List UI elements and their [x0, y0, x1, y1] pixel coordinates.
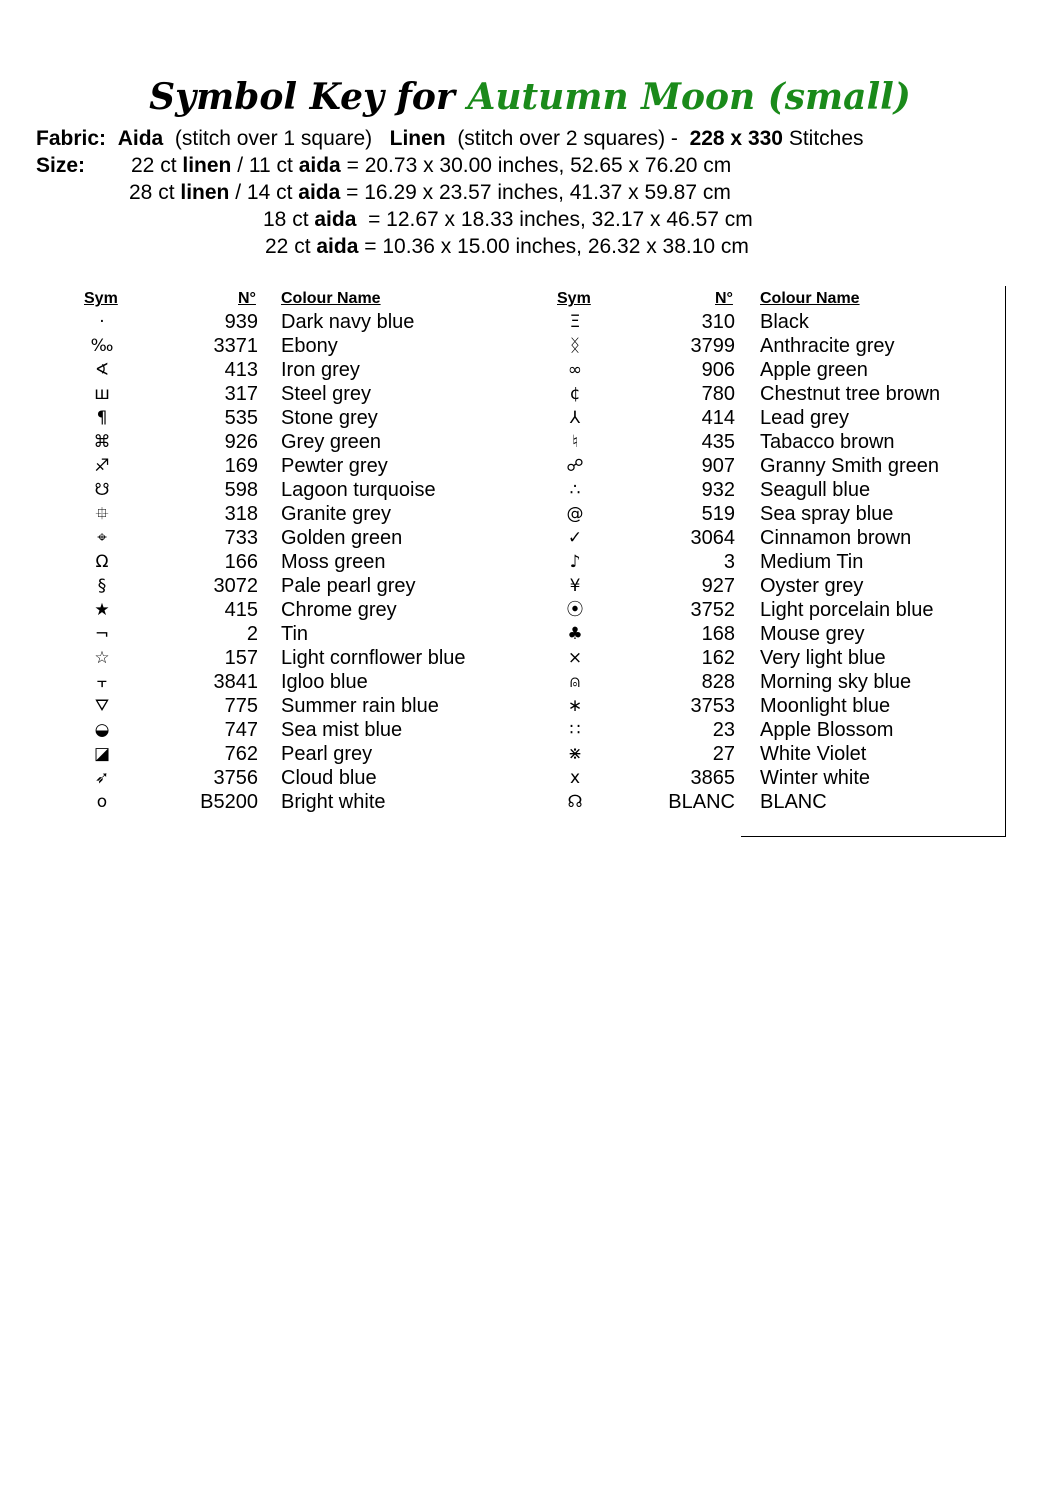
- colour-name: Very light blue: [760, 647, 886, 669]
- colour-name: Winter white: [760, 767, 871, 789]
- size-row: 22 ct linen / 11 ct aida = 20.73 x 30.00 inches, 52.65 x 76.20 cm: [131, 154, 732, 177]
- colour-name: Grey green: [281, 431, 382, 453]
- symbol-glyph: ¬: [94, 624, 110, 644]
- symbol-glyph: ⌖: [97, 528, 107, 548]
- symbol-glyph: ♣: [567, 624, 583, 644]
- fabric-linen-desc: (stitch over 2 squares) -: [457, 127, 678, 150]
- thread-number: 775: [224, 695, 258, 717]
- thread-number: 414: [701, 407, 735, 429]
- symbol-glyph: ∞: [567, 360, 583, 380]
- thread-number: 23: [712, 719, 735, 741]
- thread-number: 3371: [213, 335, 258, 357]
- thread-number: B5200: [200, 791, 258, 813]
- symbol-glyph: ☆: [94, 648, 110, 668]
- colour-name: Pale pearl grey: [281, 575, 416, 597]
- symbol-glyph: ✓: [567, 528, 583, 548]
- symbol-glyph: ∷: [569, 720, 581, 740]
- thread-number: 3: [723, 551, 735, 573]
- colour-name: White Violet: [760, 743, 867, 765]
- colour-name: Cinnamon brown: [760, 527, 912, 549]
- symbol-glyph: ☊: [567, 792, 583, 812]
- frame-right-border: [1005, 286, 1006, 836]
- colour-name: Light cornflower blue: [281, 647, 466, 669]
- colour-name: Bright white: [281, 791, 386, 813]
- thread-number: 168: [701, 623, 735, 645]
- title-prefix: Symbol Key for: [149, 76, 455, 118]
- thread-number: 535: [224, 407, 258, 429]
- fabric-label: Fabric:: [36, 127, 107, 150]
- symbol-glyph: ★: [94, 600, 110, 620]
- thread-number: 932: [701, 479, 735, 501]
- symbol-glyph: ⫟: [96, 672, 108, 692]
- symbol-glyph: ·: [99, 312, 105, 332]
- header-colour-name: Colour Name: [760, 290, 860, 307]
- colour-name: Cloud blue: [281, 767, 377, 789]
- symbol-glyph: o: [96, 792, 108, 812]
- symbol-glyph: ⯐: [95, 504, 109, 524]
- thread-number: 3752: [690, 599, 735, 621]
- thread-number: 169: [224, 455, 258, 477]
- colour-name: Steel grey: [281, 383, 372, 405]
- thread-number: 598: [224, 479, 258, 501]
- thread-number: 415: [224, 599, 258, 621]
- symbol-glyph: ∴: [569, 480, 581, 500]
- symbol-glyph: §: [97, 576, 107, 596]
- thread-number: 317: [224, 383, 258, 405]
- colour-name: Apple green: [760, 359, 868, 381]
- symbol-glyph: ⅄: [569, 408, 581, 428]
- colour-name: Tin: [281, 623, 309, 645]
- thread-number: 166: [224, 551, 258, 573]
- symbol-glyph: ‰: [90, 336, 114, 356]
- stitch-suffix: Stitches: [788, 127, 864, 150]
- symbol-glyph: ◒: [94, 720, 110, 740]
- size-row: 22 ct aida = 10.36 x 15.00 inches, 26.32 x 38.10 cm: [265, 235, 749, 258]
- size-label: Size:: [36, 154, 86, 177]
- colour-name: Pewter grey: [281, 455, 388, 477]
- symbol-glyph: @: [566, 504, 584, 524]
- page-title: [0, 76, 1060, 118]
- thread-number: 939: [224, 311, 258, 333]
- colour-name: Moonlight blue: [760, 695, 891, 717]
- thread-number: 519: [701, 503, 735, 525]
- fabric-aida-desc: (stitch over 1 square): [174, 127, 373, 150]
- thread-number: 747: [224, 719, 258, 741]
- thread-number: 157: [224, 647, 258, 669]
- thread-number: 27: [712, 743, 735, 765]
- colour-name: Medium Tin: [760, 551, 864, 573]
- colour-name: Light porcelain blue: [760, 599, 934, 621]
- symbol-glyph: ш: [94, 384, 110, 404]
- symbol-glyph: ∗: [567, 696, 583, 716]
- symbol-glyph: ➶: [94, 768, 110, 788]
- header-num: N°: [715, 290, 733, 307]
- symbol-glyph: ⍝: [569, 672, 581, 692]
- colour-name: Oyster grey: [760, 575, 864, 597]
- thread-number: 2: [246, 623, 258, 645]
- thread-number: 3072: [213, 575, 258, 597]
- symbol-glyph: ◪: [93, 744, 111, 764]
- thread-number: 3799: [690, 335, 735, 357]
- colour-name: Lagoon turquoise: [281, 479, 436, 501]
- thread-number: 3064: [690, 527, 735, 549]
- symbol-glyph: ⨯: [567, 648, 583, 668]
- symbol-glyph: ☍: [566, 456, 584, 476]
- colour-name: Igloo blue: [281, 671, 368, 693]
- thread-number: 3753: [690, 695, 735, 717]
- colour-name: Chestnut tree brown: [760, 383, 941, 405]
- thread-number: 762: [224, 743, 258, 765]
- colour-name: Pearl grey: [281, 743, 373, 765]
- colour-name: BLANC: [760, 791, 827, 813]
- symbol-glyph: ¢: [569, 384, 581, 404]
- size-row: 28 ct linen / 14 ct aida = 16.29 x 23.57 inches, 41.37 x 59.87 cm: [129, 181, 731, 204]
- pattern-name: Autumn Moon (small): [467, 76, 911, 118]
- colour-name: Dark navy blue: [281, 311, 415, 333]
- stitch-count: 228 x 330: [689, 127, 783, 150]
- thread-number: 3865: [690, 767, 735, 789]
- colour-name: Apple Blossom: [760, 719, 894, 741]
- colour-name: Granite grey: [281, 503, 392, 525]
- symbol-glyph: ♮: [571, 432, 579, 452]
- colour-name: Anthracite grey: [760, 335, 895, 357]
- thread-number: 927: [701, 575, 735, 597]
- symbol-glyph: ∢: [94, 360, 110, 380]
- thread-number: 780: [701, 383, 735, 405]
- thread-number: 162: [701, 647, 735, 669]
- colour-name: Seagull blue: [760, 479, 871, 501]
- fabric-aida: Aida: [117, 127, 164, 150]
- symbol-glyph: ⌘: [93, 432, 111, 452]
- symbol-glyph: ♪: [569, 552, 581, 572]
- thread-number: 926: [224, 431, 258, 453]
- symbol-glyph: Ω: [95, 552, 109, 572]
- colour-name: Ebony: [281, 335, 338, 357]
- symbol-glyph: ⋇: [567, 744, 583, 764]
- colour-name: Chrome grey: [281, 599, 397, 621]
- colour-name: Iron grey: [281, 359, 360, 381]
- thread-number: 906: [701, 359, 735, 381]
- size-row: 18 ct aida = 12.67 x 18.33 inches, 32.17 x 46.57 cm: [263, 208, 753, 231]
- colour-name: Morning sky blue: [760, 671, 912, 693]
- symbol-glyph: ¥: [569, 576, 581, 596]
- thread-number: 318: [224, 503, 258, 525]
- header-colour-name: Colour Name: [281, 290, 381, 307]
- thread-number: 435: [701, 431, 735, 453]
- fabric-line: [36, 127, 864, 151]
- colour-name: Golden green: [281, 527, 403, 549]
- symbol-glyph: Ξ: [569, 312, 581, 332]
- thread-number: 413: [224, 359, 258, 381]
- thread-number: 828: [701, 671, 735, 693]
- symbol-glyph: ♐: [94, 456, 110, 476]
- colour-name: Sea spray blue: [760, 503, 894, 525]
- colour-name: Sea mist blue: [281, 719, 403, 741]
- colour-name: Granny Smith green: [760, 455, 939, 477]
- symbol-glyph: ᛝ: [569, 336, 581, 356]
- header-num: N°: [238, 290, 256, 307]
- thread-number: BLANC: [668, 791, 735, 813]
- thread-number: 733: [224, 527, 258, 549]
- frame-bottom-border: [741, 836, 1006, 837]
- symbol-glyph: x: [569, 768, 581, 788]
- thread-number: 310: [701, 311, 735, 333]
- colour-name: Tabacco brown: [760, 431, 895, 453]
- thread-number: 3756: [213, 767, 258, 789]
- fabric-linen: Linen: [389, 127, 446, 150]
- colour-name: Stone grey: [281, 407, 378, 429]
- symbol-glyph: ⦿: [566, 600, 584, 620]
- thread-number: 3841: [213, 671, 258, 693]
- colour-name: Black: [760, 311, 809, 333]
- symbol-glyph: ☋: [94, 480, 110, 500]
- symbol-glyph: ⛛: [94, 696, 110, 716]
- header-sym: Sym: [84, 290, 118, 307]
- thread-number: 907: [701, 455, 735, 477]
- colour-name: Mouse grey: [760, 623, 865, 645]
- symbol-glyph: ¶: [96, 408, 108, 428]
- colour-name: Summer rain blue: [281, 695, 439, 717]
- header-sym: Sym: [557, 290, 591, 307]
- colour-name: Moss green: [281, 551, 386, 573]
- colour-name: Lead grey: [760, 407, 849, 429]
